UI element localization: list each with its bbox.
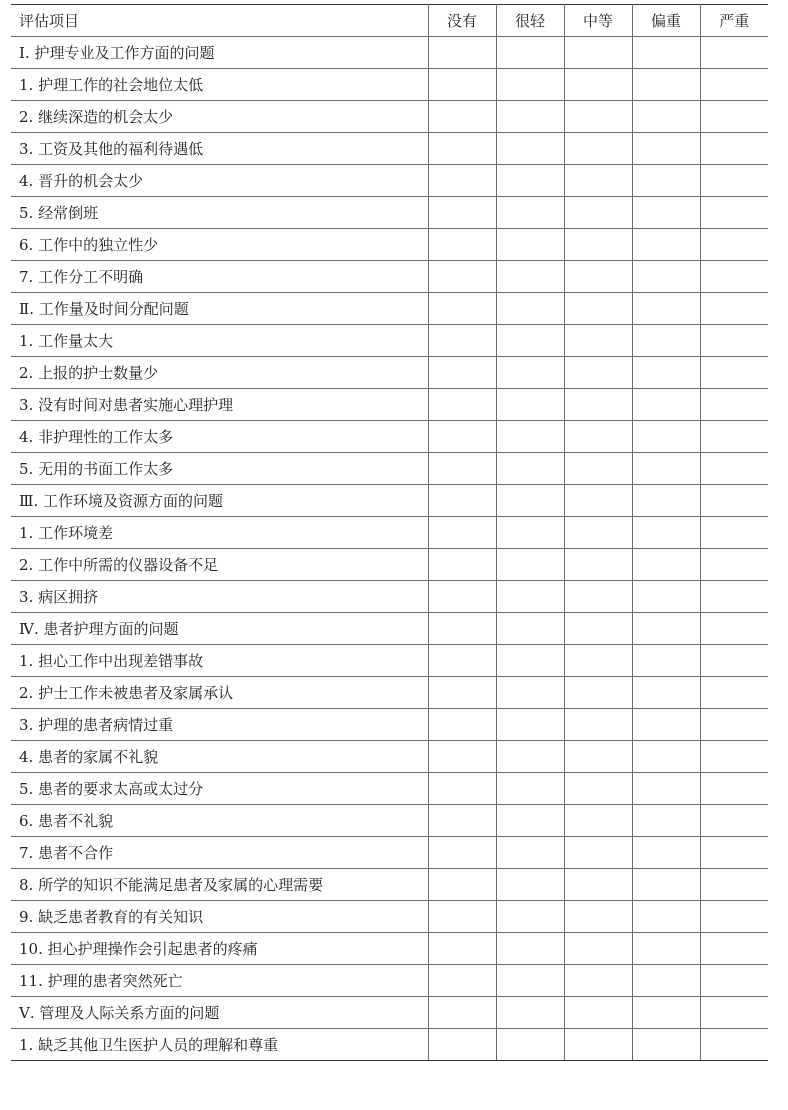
rating-cell[interactable]: [428, 965, 496, 997]
rating-cell[interactable]: [632, 581, 700, 613]
rating-cell[interactable]: [496, 933, 564, 965]
rating-cell[interactable]: [564, 773, 632, 805]
rating-cell[interactable]: [700, 453, 768, 485]
item-label: 2. 护士工作未被患者及家属承认: [11, 677, 428, 709]
rating-cell[interactable]: [564, 1029, 632, 1061]
rating-cell[interactable]: [496, 613, 564, 645]
rating-cell[interactable]: [564, 389, 632, 421]
rating-cell[interactable]: [632, 389, 700, 421]
rating-cell[interactable]: [564, 581, 632, 613]
rating-cell[interactable]: [496, 101, 564, 133]
rating-cell[interactable]: [428, 645, 496, 677]
rating-cell[interactable]: [700, 261, 768, 293]
rating-cell[interactable]: [564, 549, 632, 581]
rating-cell[interactable]: [428, 709, 496, 741]
rating-cell[interactable]: [496, 1029, 564, 1061]
rating-cell[interactable]: [496, 69, 564, 101]
section-label: Ⅲ. 工作环境及资源方面的问题: [11, 485, 428, 517]
table-row: [11, 901, 768, 933]
rating-cell[interactable]: [496, 965, 564, 997]
rating-cell[interactable]: [700, 517, 768, 549]
header-level-mild: 很轻: [496, 5, 564, 37]
rating-cell[interactable]: [700, 485, 768, 517]
rating-cell[interactable]: [564, 453, 632, 485]
rating-cell[interactable]: [632, 677, 700, 709]
rating-cell[interactable]: [428, 677, 496, 709]
rating-cell[interactable]: [632, 133, 700, 165]
item-label: 1. 缺乏其他卫生医护人员的理解和尊重: [11, 1029, 428, 1061]
item-label: 10. 担心护理操作会引起患者的疼痛: [11, 933, 428, 965]
rating-cell[interactable]: [564, 421, 632, 453]
rating-cell[interactable]: [700, 549, 768, 581]
rating-cell[interactable]: [564, 997, 632, 1029]
rating-cell[interactable]: [632, 933, 700, 965]
rating-cell[interactable]: [700, 805, 768, 837]
rating-cell[interactable]: [700, 773, 768, 805]
rating-cell[interactable]: [428, 933, 496, 965]
rating-cell[interactable]: [564, 805, 632, 837]
rating-cell[interactable]: [632, 101, 700, 133]
rating-cell[interactable]: [632, 613, 700, 645]
rating-cell[interactable]: [700, 965, 768, 997]
rating-cell[interactable]: [428, 229, 496, 261]
rating-cell[interactable]: [496, 37, 564, 69]
item-label: 1. 工作量太大: [11, 325, 428, 357]
item-label: 5. 患者的要求太高或太过分: [11, 773, 428, 805]
rating-cell[interactable]: [700, 101, 768, 133]
rating-cell[interactable]: [700, 421, 768, 453]
item-label: 1. 护理工作的社会地位太低: [11, 69, 428, 101]
rating-cell[interactable]: [632, 1029, 700, 1061]
section-label: Ⅴ. 管理及人际关系方面的问题: [11, 997, 428, 1029]
rating-cell[interactable]: [496, 229, 564, 261]
rating-cell[interactable]: [700, 741, 768, 773]
rating-cell[interactable]: [564, 869, 632, 901]
rating-cell[interactable]: [428, 517, 496, 549]
rating-cell[interactable]: [428, 869, 496, 901]
rating-cell[interactable]: [428, 997, 496, 1029]
table-row: [11, 805, 768, 837]
table-row: [11, 677, 768, 709]
table-row: [11, 421, 768, 453]
rating-cell[interactable]: [428, 485, 496, 517]
rating-cell[interactable]: [700, 869, 768, 901]
section-row: [11, 485, 768, 517]
rating-cell[interactable]: [632, 261, 700, 293]
rating-cell[interactable]: [496, 709, 564, 741]
table-row: [11, 453, 768, 485]
rating-cell[interactable]: [496, 325, 564, 357]
section-row: [11, 37, 768, 69]
rating-cell[interactable]: [564, 645, 632, 677]
rating-cell[interactable]: [632, 357, 700, 389]
rating-cell[interactable]: [632, 709, 700, 741]
item-label: 2. 继续深造的机会太少: [11, 101, 428, 133]
table-row: [11, 645, 768, 677]
rating-cell[interactable]: [496, 741, 564, 773]
rating-cell[interactable]: [700, 357, 768, 389]
rating-cell[interactable]: [700, 229, 768, 261]
rating-cell[interactable]: [700, 133, 768, 165]
rating-cell[interactable]: [564, 197, 632, 229]
rating-cell[interactable]: [428, 293, 496, 325]
rating-cell[interactable]: [632, 549, 700, 581]
rating-cell[interactable]: [564, 261, 632, 293]
table-row: [11, 165, 768, 197]
item-label: 4. 非护理性的工作太多: [11, 421, 428, 453]
item-label: 6. 患者不礼貌: [11, 805, 428, 837]
rating-cell[interactable]: [496, 421, 564, 453]
item-label: 3. 没有时间对患者实施心理护理: [11, 389, 428, 421]
rating-cell[interactable]: [700, 581, 768, 613]
rating-cell[interactable]: [700, 901, 768, 933]
rating-cell[interactable]: [428, 421, 496, 453]
table-row: [11, 549, 768, 581]
rating-cell[interactable]: [496, 389, 564, 421]
table-row: [11, 773, 768, 805]
rating-cell[interactable]: [700, 709, 768, 741]
rating-cell[interactable]: [632, 997, 700, 1029]
header-level-fairly-severe: 偏重: [632, 5, 700, 37]
rating-cell[interactable]: [632, 837, 700, 869]
rating-cell[interactable]: [428, 389, 496, 421]
rating-cell[interactable]: [496, 549, 564, 581]
rating-cell[interactable]: [564, 741, 632, 773]
rating-cell[interactable]: [564, 901, 632, 933]
table-row: [11, 709, 768, 741]
rating-cell[interactable]: [564, 325, 632, 357]
table-row: [11, 933, 768, 965]
section-row: [11, 293, 768, 325]
rating-cell[interactable]: [632, 325, 700, 357]
rating-cell[interactable]: [428, 741, 496, 773]
table-row: [11, 133, 768, 165]
rating-cell[interactable]: [700, 677, 768, 709]
rating-cell[interactable]: [564, 165, 632, 197]
table-row: [11, 517, 768, 549]
rating-cell[interactable]: [496, 261, 564, 293]
table-row: [11, 837, 768, 869]
header-row: [11, 5, 768, 37]
rating-cell[interactable]: [632, 229, 700, 261]
table-body: [11, 37, 768, 1061]
rating-cell[interactable]: [700, 197, 768, 229]
rating-cell[interactable]: [632, 965, 700, 997]
item-label: 1. 工作环境差: [11, 517, 428, 549]
rating-cell[interactable]: [428, 901, 496, 933]
rating-cell[interactable]: [564, 613, 632, 645]
rating-cell[interactable]: [496, 197, 564, 229]
item-label: 3. 工资及其他的福利待遇低: [11, 133, 428, 165]
rating-cell[interactable]: [428, 197, 496, 229]
section-label: Ⅱ. 工作量及时间分配问题: [11, 293, 428, 325]
rating-cell[interactable]: [564, 101, 632, 133]
section-label: Ⅳ. 患者护理方面的问题: [11, 613, 428, 645]
item-label: 5. 无用的书面工作太多: [11, 453, 428, 485]
header-level-none: 没有: [428, 5, 496, 37]
rating-cell[interactable]: [632, 805, 700, 837]
rating-cell[interactable]: [700, 933, 768, 965]
rating-cell[interactable]: [700, 645, 768, 677]
rating-cell[interactable]: [428, 133, 496, 165]
rating-cell[interactable]: [496, 645, 564, 677]
rating-cell[interactable]: [496, 773, 564, 805]
item-label: 4. 晋升的机会太少: [11, 165, 428, 197]
rating-cell[interactable]: [428, 613, 496, 645]
item-label: 4. 患者的家属不礼貌: [11, 741, 428, 773]
rating-cell[interactable]: [564, 485, 632, 517]
rating-cell[interactable]: [632, 293, 700, 325]
rating-cell[interactable]: [496, 293, 564, 325]
item-label: 2. 工作中所需的仪器设备不足: [11, 549, 428, 581]
assessment-table: [11, 4, 768, 1061]
section-label: Ⅰ. 护理专业及工作方面的问题: [11, 37, 428, 69]
rating-cell[interactable]: [700, 293, 768, 325]
rating-cell[interactable]: [428, 453, 496, 485]
rating-cell[interactable]: [496, 133, 564, 165]
rating-cell[interactable]: [632, 421, 700, 453]
rating-cell[interactable]: [564, 37, 632, 69]
rating-cell[interactable]: [564, 709, 632, 741]
item-label: 7. 工作分工不明确: [11, 261, 428, 293]
rating-cell[interactable]: [700, 837, 768, 869]
rating-cell[interactable]: [564, 69, 632, 101]
table-row: [11, 357, 768, 389]
item-label: 7. 患者不合作: [11, 837, 428, 869]
rating-cell[interactable]: [428, 69, 496, 101]
rating-cell[interactable]: [564, 933, 632, 965]
rating-cell[interactable]: [632, 773, 700, 805]
rating-cell[interactable]: [496, 869, 564, 901]
table-row: [11, 69, 768, 101]
header-item: 评估项目: [11, 5, 428, 37]
item-label: 8. 所学的知识不能满足患者及家属的心理需要: [11, 869, 428, 901]
rating-cell[interactable]: [632, 901, 700, 933]
rating-cell[interactable]: [496, 581, 564, 613]
item-label: 3. 病区拥挤: [11, 581, 428, 613]
rating-cell[interactable]: [496, 997, 564, 1029]
rating-cell[interactable]: [564, 517, 632, 549]
rating-cell[interactable]: [632, 165, 700, 197]
section-row: [11, 613, 768, 645]
table-row: [11, 1029, 768, 1061]
rating-cell[interactable]: [428, 805, 496, 837]
rating-cell[interactable]: [632, 645, 700, 677]
rating-cell[interactable]: [564, 677, 632, 709]
header-level-moderate: 中等: [564, 5, 632, 37]
rating-cell[interactable]: [428, 261, 496, 293]
rating-cell[interactable]: [496, 901, 564, 933]
rating-cell[interactable]: [700, 389, 768, 421]
rating-cell[interactable]: [564, 357, 632, 389]
rating-cell[interactable]: [496, 165, 564, 197]
item-label: 3. 护理的患者病情过重: [11, 709, 428, 741]
header-level-severe: 严重: [700, 5, 768, 37]
item-label: 5. 经常倒班: [11, 197, 428, 229]
rating-cell[interactable]: [632, 741, 700, 773]
rating-cell[interactable]: [564, 965, 632, 997]
item-label: 9. 缺乏患者教育的有关知识: [11, 901, 428, 933]
rating-cell[interactable]: [496, 805, 564, 837]
rating-cell[interactable]: [564, 293, 632, 325]
item-label: 6. 工作中的独立性少: [11, 229, 428, 261]
rating-cell[interactable]: [496, 677, 564, 709]
table-row: [11, 229, 768, 261]
rating-cell[interactable]: [428, 581, 496, 613]
rating-cell[interactable]: [428, 773, 496, 805]
rating-cell[interactable]: [428, 837, 496, 869]
rating-cell[interactable]: [428, 357, 496, 389]
rating-cell[interactable]: [632, 869, 700, 901]
rating-cell[interactable]: [428, 1029, 496, 1061]
table-row: [11, 101, 768, 133]
table-row: [11, 741, 768, 773]
rating-cell[interactable]: [428, 37, 496, 69]
rating-cell[interactable]: [700, 37, 768, 69]
rating-cell[interactable]: [632, 69, 700, 101]
rating-cell[interactable]: [700, 613, 768, 645]
table-row: [11, 869, 768, 901]
table-row: [11, 325, 768, 357]
rating-cell[interactable]: [632, 517, 700, 549]
rating-cell[interactable]: [496, 485, 564, 517]
rating-cell[interactable]: [496, 517, 564, 549]
rating-cell[interactable]: [700, 1029, 768, 1061]
table-row: [11, 261, 768, 293]
rating-cell[interactable]: [564, 837, 632, 869]
rating-cell[interactable]: [428, 549, 496, 581]
rating-cell[interactable]: [700, 165, 768, 197]
item-label: 1. 担心工作中出现差错事故: [11, 645, 428, 677]
table-row: [11, 581, 768, 613]
rating-cell[interactable]: [428, 325, 496, 357]
rating-cell[interactable]: [496, 357, 564, 389]
rating-cell[interactable]: [564, 229, 632, 261]
rating-cell[interactable]: [632, 197, 700, 229]
rating-cell[interactable]: [496, 453, 564, 485]
rating-cell[interactable]: [564, 133, 632, 165]
rating-cell[interactable]: [496, 837, 564, 869]
rating-cell[interactable]: [428, 101, 496, 133]
rating-cell[interactable]: [700, 69, 768, 101]
table-row: [11, 197, 768, 229]
item-label: 11. 护理的患者突然死亡: [11, 965, 428, 997]
rating-cell[interactable]: [632, 453, 700, 485]
rating-cell[interactable]: [632, 485, 700, 517]
section-row: [11, 997, 768, 1029]
table-row: [11, 965, 768, 997]
rating-cell[interactable]: [700, 997, 768, 1029]
rating-cell[interactable]: [428, 165, 496, 197]
rating-cell[interactable]: [632, 37, 700, 69]
item-label: 2. 上报的护士数量少: [11, 357, 428, 389]
rating-cell[interactable]: [700, 325, 768, 357]
table-row: [11, 389, 768, 421]
